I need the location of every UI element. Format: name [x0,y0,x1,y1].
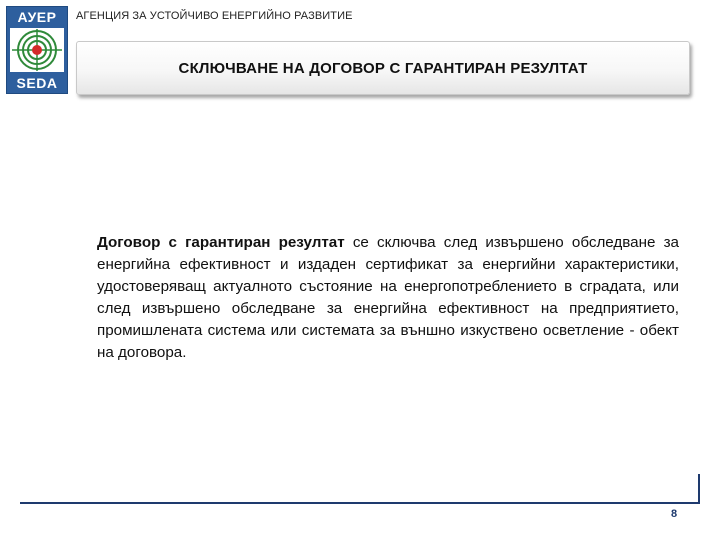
logo-emblem [10,28,64,72]
body-text: се сключва след извършено обследване за енергийна ефективност и издаден сертификат за енергийни характеристики, удостоверяващ актуалното състояние на енергопотреблението в сградата, или след извършено обследване за енергийна ефективност на предприятието, промишлената система или системата за външно изкуствено осветление - обект на договора. [97,234,680,361]
concentric-circle-emblem-icon [10,28,64,72]
footer-rule [20,502,700,504]
body-paragraph [97,232,679,364]
agency-name: АГЕНЦИЯ ЗА УСТОЙЧИВО ЕНЕРГИЙНО РАЗВИТИЕ [76,10,353,22]
page-number: 8 [670,508,678,520]
logo-top-text: АУЕР [17,9,57,25]
footer-tick [698,474,700,504]
logo-bottom-text: SEDA [16,75,58,91]
body-lead: Договор с гарантиран резултат [97,234,345,251]
title-box [76,41,690,95]
seda-logo [6,6,68,94]
slide-title: СКЛЮЧВАНЕ НА ДОГОВОР С ГАРАНТИРАН РЕЗУЛТАТ [178,59,588,77]
